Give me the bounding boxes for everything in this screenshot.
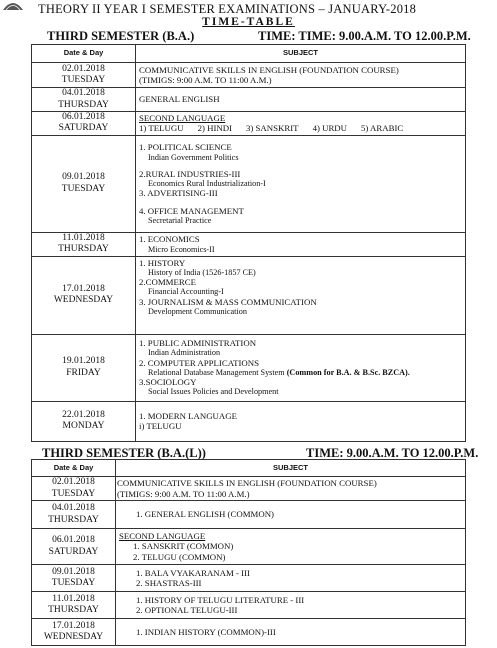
subject-line: Development Communication xyxy=(148,306,247,316)
subject-line: 4. OFFICE MANAGEMENT xyxy=(139,205,244,216)
table-row xyxy=(32,256,466,334)
exam-date: 22.01.2018 xyxy=(62,409,105,420)
table-row xyxy=(32,529,466,565)
exam-day: TUESDAY xyxy=(61,183,106,194)
table-row xyxy=(32,112,466,136)
subject-line: 2.RURAL INDUSTRIES-III xyxy=(139,168,241,179)
timetable-bal xyxy=(31,459,466,646)
table-row xyxy=(32,619,466,646)
subject-line: i) TELUGU xyxy=(139,421,182,432)
exam-date: 04.01.2018 xyxy=(62,88,105,99)
exam-day: SATURDAY xyxy=(48,546,99,557)
language-option: 3) SANSKRIT xyxy=(246,123,299,134)
subject-line: 3. JOURNALISM & MASS COMMUNICATION xyxy=(139,296,317,307)
subject-line: 1. SANSKRIT (COMMON) xyxy=(133,541,234,552)
exam-day: TUESDAY xyxy=(51,578,96,588)
subject-line: Micro Economics-II xyxy=(148,244,215,254)
subject-line: 1. HISTORY xyxy=(139,257,186,268)
exam-date: 06.01.2018 xyxy=(62,112,105,122)
exam-date: 11.01.2018 xyxy=(62,232,105,243)
table-row xyxy=(32,501,466,529)
time-heading-ba: TIME: TIME: 9.00.A.M. TO 12.00.P.M. xyxy=(258,29,471,43)
timetable-heading: TIME-TABLE xyxy=(202,16,295,28)
exam-date: 02.01.2018 xyxy=(62,63,105,74)
language-option: 1) TELUGU xyxy=(139,123,184,134)
subject-note: (Common for B.A. & B.Sc. BZCA). xyxy=(286,367,410,377)
subject-line: Relational Database Management System xyxy=(148,367,285,377)
col-header-date: Date & Day xyxy=(32,45,136,63)
table-row xyxy=(32,334,466,401)
subject-line: 2. OPTIONAL TELUGU-III xyxy=(136,605,238,615)
col-header-date: Date & Day xyxy=(32,460,116,477)
subject-line: History of India (1526-1857 CE) xyxy=(148,267,256,277)
subject-line: 2. TELUGU (COMMON) xyxy=(133,551,226,562)
semester-heading-bal: THIRD SEMESTER (B.A.(L)) xyxy=(42,446,206,460)
subject-line: 1. PUBLIC ADMINISTRATION xyxy=(139,338,257,349)
subject-line: COMMUNICATIVE SKILLS IN ENGLISH (FOUNDATION COURSE) xyxy=(139,64,399,75)
exam-day: THURSDAY xyxy=(58,244,109,255)
exam-date: 09.01.2018 xyxy=(62,172,105,183)
exam-date: 02.01.2018 xyxy=(52,477,95,488)
table-row xyxy=(32,592,466,619)
exam-date: 19.01.2018 xyxy=(62,356,105,367)
time-heading-bal: TIME: 9.00.A.M. TO 12.00.P.M. xyxy=(306,446,479,460)
subject-line: Indian Government Politics xyxy=(148,152,239,162)
subject-line: 3.SOCIOLOGY xyxy=(139,377,197,388)
subject-line: SECOND LANGUAGE xyxy=(119,531,206,542)
language-option: 4) URDU xyxy=(312,123,348,134)
subject-line: Economics Rural Industrialization-I xyxy=(148,179,266,189)
subject-line: (TIMIGS: 9:00 A.M. TO 11:00 A.M.) xyxy=(139,75,272,85)
table-row xyxy=(32,88,466,112)
subject-line: Financial Accounting-I xyxy=(148,287,224,297)
exam-date: 09.01.2018 xyxy=(52,566,95,577)
language-option: 2) HINDI xyxy=(197,123,233,134)
exam-day: WEDNESDAY xyxy=(53,295,114,306)
exam-day: FRIDAY xyxy=(66,367,101,378)
subject-line: Indian Administration xyxy=(148,348,221,358)
exam-day: SATURDAY xyxy=(58,123,109,134)
university-emblem-icon xyxy=(2,0,24,10)
subject-line: 1. ECONOMICS xyxy=(139,234,200,245)
exam-day: THURSDAY xyxy=(48,514,99,525)
col-header-subject: SUBJECT xyxy=(136,45,466,63)
subject-line: Secretarial Practice xyxy=(148,215,212,225)
subject-line: 2. COMPUTER APPLICATIONS xyxy=(139,357,259,368)
table-row xyxy=(32,63,466,88)
exam-date: 04.01.2018 xyxy=(52,503,95,514)
table-row xyxy=(32,565,466,592)
exam-date: 17.01.2018 xyxy=(52,620,95,631)
exam-day: THURSDAY xyxy=(58,99,109,110)
subject-line: SECOND LANGUAGE xyxy=(139,113,226,124)
exam-day: TUESDAY xyxy=(51,488,96,499)
subject-line: 3. ADVERTISING-III xyxy=(139,188,218,199)
exam-date: 11.01.2018 xyxy=(52,593,95,604)
subject-line: 2.COMMERCE xyxy=(139,277,196,288)
exam-date: 06.01.2018 xyxy=(52,535,95,546)
semester-heading-ba: THIRD SEMESTER (B.A.) xyxy=(47,29,195,43)
subject-line: 1. BALA VYAKARANAM - III xyxy=(136,567,250,578)
subject-line: (TIMIGS: 9:00 A.M. TO 11:00 A.M.) xyxy=(117,488,250,499)
table-row xyxy=(32,135,466,232)
table-row xyxy=(32,401,466,441)
timetable-ba xyxy=(31,44,466,442)
subject-line: 1. INDIAN HISTORY (COMMON)-III xyxy=(136,626,276,637)
exam-date: 17.01.2018 xyxy=(62,283,105,294)
subject-line: GENERAL ENGLISH xyxy=(139,94,220,105)
subject-line: 1. HISTORY OF TELUGU LITERATURE - III xyxy=(136,594,305,605)
table-row xyxy=(32,477,466,501)
exam-day: THURSDAY xyxy=(48,605,99,615)
exam-day: MONDAY xyxy=(62,421,105,432)
subject-line: 1. GENERAL ENGLISH (COMMON) xyxy=(136,509,274,520)
exam-day: TUESDAY xyxy=(61,75,106,85)
subject-line: COMMUNICATIVE SKILLS IN ENGLISH (FOUNDATION COURSE) xyxy=(117,478,377,489)
exam-day: WEDNESDAY xyxy=(43,632,104,642)
subject-line: 1. MODERN LANGUAGE xyxy=(139,410,237,421)
subject-line: Social Issues Policies and Development xyxy=(148,387,279,397)
subject-line: 1. POLITICAL SCIENCE xyxy=(139,142,232,153)
table-row xyxy=(32,232,466,256)
subject-line: 2. SHASTRAS-III xyxy=(136,578,202,588)
col-header-subject: SUBJECT xyxy=(116,460,466,477)
exam-title: THEORY II YEAR I SEMESTER EXAMINATIONS – JANUARY-2018 xyxy=(38,2,417,16)
language-option: 5) ARABIC xyxy=(361,123,404,134)
